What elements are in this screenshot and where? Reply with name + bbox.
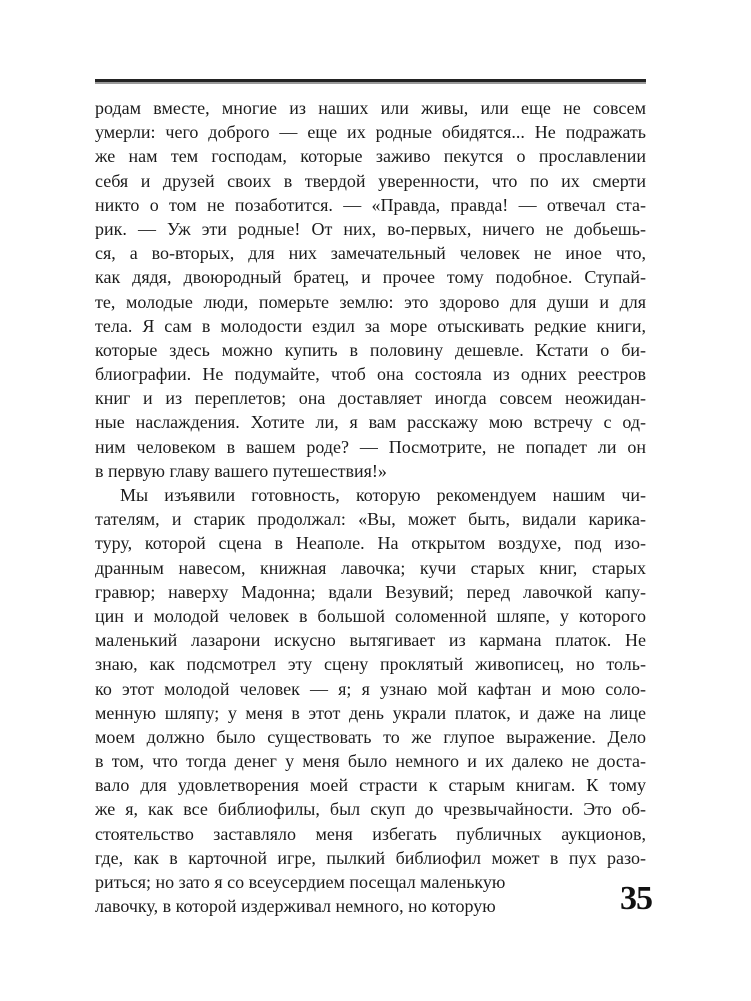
text-line: ко этот молодой человек — я; я узнаю мой кафтан и мою соло-	[95, 678, 646, 699]
text-line: же я, как все библиофилы, был скуп до чрезвычайности. Это об-	[95, 799, 646, 820]
text-line: менную шляпу; у меня в этот день украли платок, и даже на лице	[95, 702, 646, 723]
text-line: же нам тем господам, которые заживо пекутся о прославлении	[95, 146, 646, 167]
text-line: книг и из переплетов; она доставляет иногда совсем неожидан-	[95, 388, 646, 409]
text-line: где, как в карточной игре, пылкий библиофил может в пух разо-	[95, 847, 646, 868]
text-line: никто о том не позаботится. — «Правда, правда! — отвечал ста-	[95, 194, 646, 215]
text-line: цин и молодой человек в большой соломенной шляпе, у которого	[95, 605, 646, 626]
text-line: рик. — Уж эти родные! От них, во-первых, ничего не добьешь-	[95, 218, 646, 239]
text-line: тателям, и старик продолжал: «Вы, может быть, видали карика-	[95, 509, 646, 530]
text-line: как дядя, двоюродный братец, и прочее тому подобное. Ступай-	[95, 267, 646, 288]
text-line: которые здесь можно купить в половину дешевле. Кстати о би-	[95, 339, 646, 360]
text-line: себя и друзей своих в твердой уверенности, что по их смерти	[95, 170, 646, 191]
text-line: родам вместе, многие из наших или живы, или еще не совсем	[95, 98, 646, 118]
text-line: те, молодые люди, померьте землю: это здорово для души и для	[95, 291, 646, 312]
text-line: моем должно было существовать то же глупое выражение. Дело	[95, 726, 646, 747]
text-line: ним человеком в вашем роде? — Посмотрите, не попадет ли он	[95, 436, 646, 457]
text-line: стоятельство заставляло меня избегать публичных аукционов,	[95, 823, 646, 844]
text-line: ные наслаждения. Хотите ли, я вам расскажу мою встречу с од-	[95, 412, 646, 433]
text-line: ся, а во-вторых, для них замечательный человек не иное что,	[95, 243, 646, 264]
page-number: 35	[620, 880, 652, 917]
text-line: в том, что тогда денег у меня было немного и их далеко не доста-	[95, 751, 646, 772]
text-line: в первую главу вашего путешествия!»	[95, 460, 387, 481]
page-text	[95, 96, 646, 918]
text-line: тела. Я сам в молодости ездил за море отыскивать редкие книги,	[95, 315, 646, 336]
text-line: лавочку, в которой издерживал немного, но которую	[95, 896, 496, 917]
text-line: дранным навесом, книжная лавочка; кучи старых книг, старых	[95, 557, 646, 578]
text-line: Мы изъявили готовность, которую рекомендуем нашим чи-	[120, 485, 646, 505]
text-line: туру, которой сцена в Неаполе. На открытом воздухе, под изо-	[95, 533, 646, 554]
text-line: риться; но зато я со всеусердием посещал маленькую	[95, 872, 506, 892]
text-line: блиографии. Не подумайте, чтоб она состояла из одних реестров	[95, 364, 646, 385]
text-line: гравюр; наверху Мадонна; вдали Везувий; перед лавочкой капу-	[95, 581, 646, 602]
text-line: вало для удовлетворения моей страсти к старым книгам. К тому	[95, 775, 646, 796]
text-line: умерли: чего доброго — еще их родные обидятся... Не подражать	[95, 122, 646, 143]
text-line: маленький лазарони искусно вытягивает из кармана платок. Не	[95, 630, 646, 651]
header-rule	[95, 79, 646, 82]
text-line: знаю, как подсмотрел эту сцену проклятый живописец, но толь-	[95, 654, 646, 675]
